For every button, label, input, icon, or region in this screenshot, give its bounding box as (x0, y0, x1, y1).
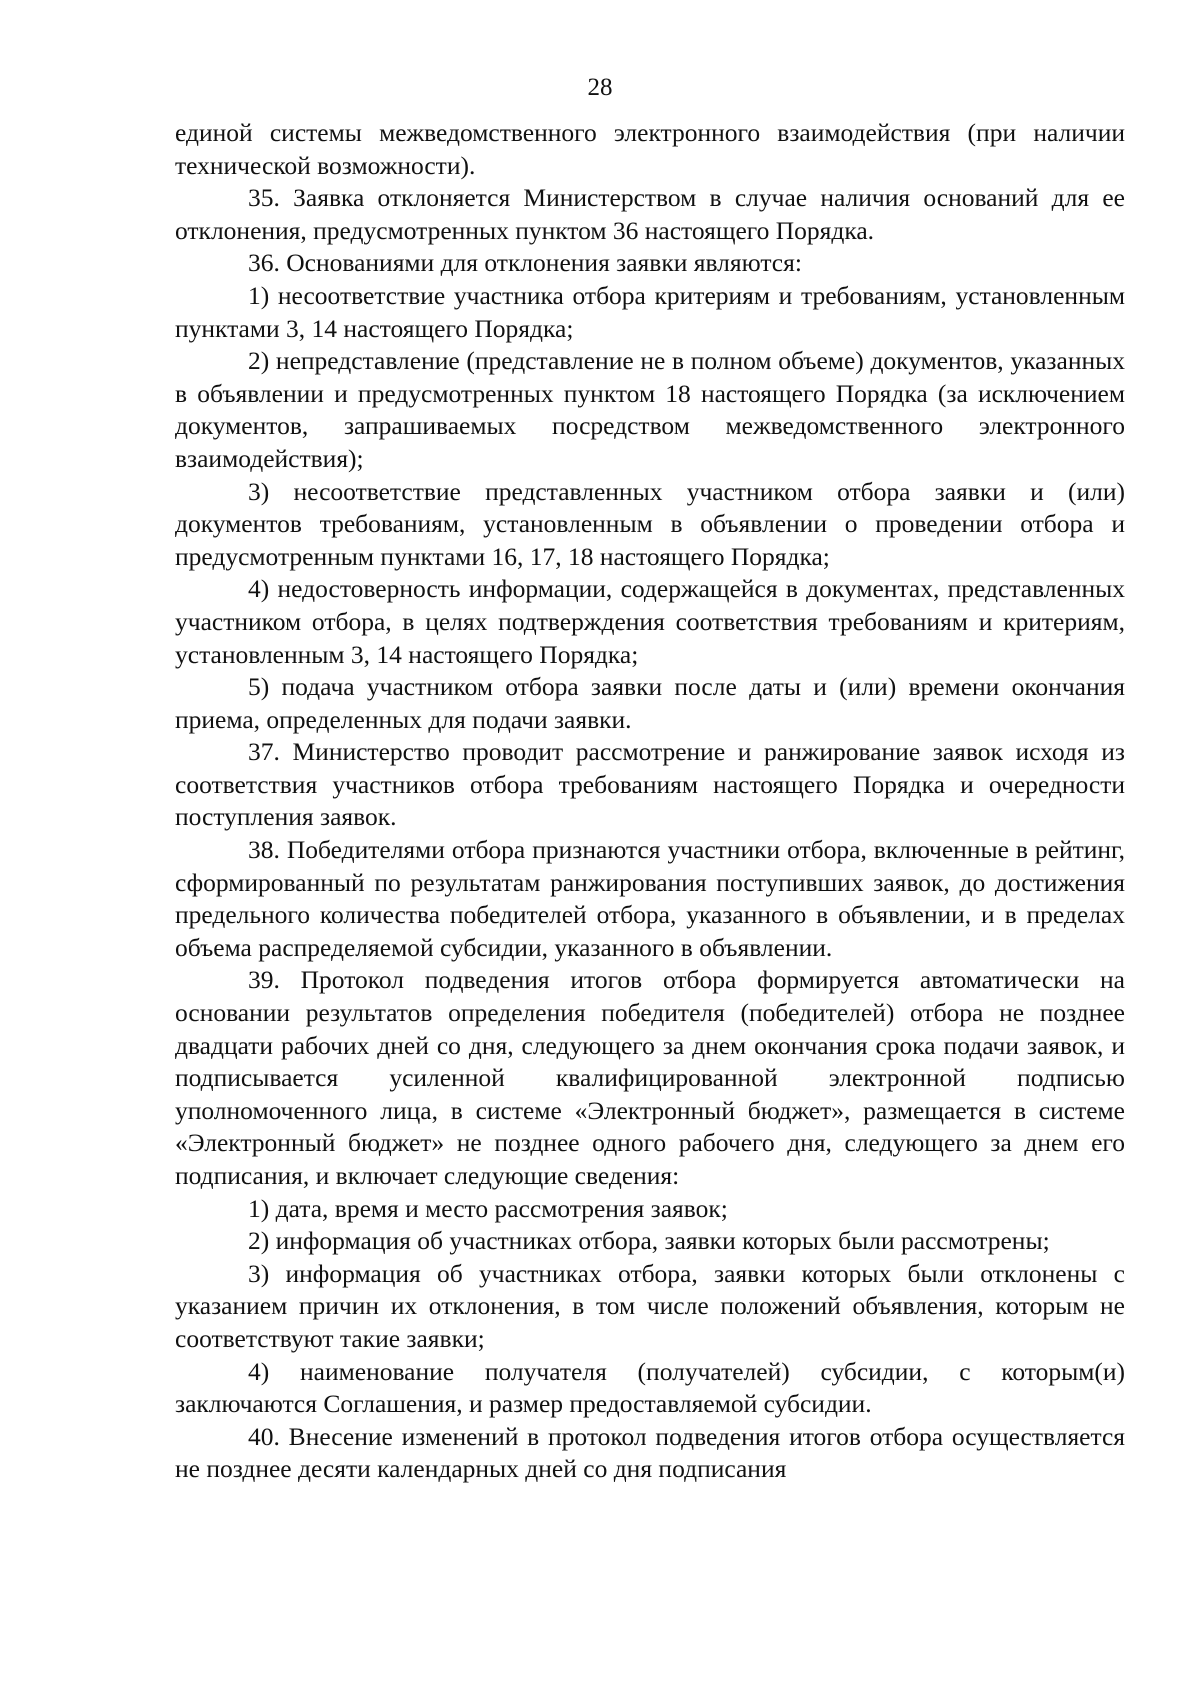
document-body (175, 117, 1125, 1486)
paragraph-40: 40. Внесение изменений в протокол подведения итогов отбора осуществляется не позднее десяти календарных дней со дня подписания (175, 1421, 1125, 1484)
paragraph-37: 37. Министерство проводит рассмотрение и ранжирование заявок исходя из соответствия участников отбора требованиям настоящего Порядка и очередности поступления заявок. (175, 737, 1125, 832)
list-item-36-2: 2) непредставление (представление не в полном объеме) документов, указанных в объявлении и предусмотренных пунктом 18 настоящего Порядка (за исключением документов, запрашиваемых посредством межведомственного электронного взаимодействия); (175, 346, 1125, 473)
list-item-39-3: 3) информация об участниках отбора, заявки которых были отклонены с указанием причин их отклонения, в том числе положений объявления, которым не соответствуют такие заявки; (175, 1258, 1125, 1353)
paragraph-39: 39. Протокол подведения итогов отбора формируется автоматически на основании результатов определения победителя (победителей) отбора не позднее двадцати рабочих дней со дня, следующего за днем окончания срока подачи заявок, и подписывается усиленной квалифицированной электронной подписью уполномоченного лица, в системе «Электронный бюджет», размещается в системе «Электронный бюджет» не позднее одного рабочего дня, следующего за днем его подписания, и включает следующие сведения: (175, 965, 1125, 1190)
list-item-36-3: 3) несоответствие представленных участником отбора заявки и (или) документов требованиям, установленным в объявлении о проведении отбора и предусмотренным пунктами 16, 17, 18 настоящего Порядка; (175, 476, 1125, 571)
paragraph-continuation: единой системы межведомственного электронного взаимодействия (при наличии технической возможности). (175, 118, 1125, 180)
list-item-36-5: 5) подача участником отбора заявки после даты и (или) времени окончания приема, определенных для подачи заявки. (175, 672, 1125, 734)
list-item-36-4: 4) недостоверность информации, содержащейся в документах, представленных участником отбора, в целях подтверждения соответствия требованиям и критериям, установленным 3, 14 настоящего Порядка; (175, 574, 1125, 669)
paragraph-35: 35. Заявка отклоняется Министерством в случае наличия оснований для ее отклонения, предусмотренных пунктом 36 настоящего Порядка. (175, 183, 1125, 245)
page-number: 28 (587, 74, 613, 101)
list-item-39-1: 1) дата, время и место рассмотрения заявок; (248, 1193, 728, 1223)
paragraph-38: 38. Победителями отбора признаются участники отбора, включенные в рейтинг, сформированный по результатам ранжирования поступивших заявок, до достижения предельного количества победителей отбора, указанного в объявлении, и в пределах объема распределяемой субсидии, указанного в объявлении. (175, 835, 1125, 962)
paragraph-36: 36. Основаниями для отклонения заявки являются: (248, 248, 802, 278)
list-item-39-4: 4) наименование получателя (получателей) субсидии, с которым(и) заключаются Соглашения, и размер предоставляемой субсидии. (175, 1356, 1125, 1419)
list-item-39-2: 2) информация об участниках отбора, заявки которых были рассмотрены; (248, 1226, 1050, 1256)
list-item-36-1: 1) несоответствие участника отбора критериям и требованиям, установленным пунктами 3, 14 настоящего Порядка; (175, 280, 1125, 343)
